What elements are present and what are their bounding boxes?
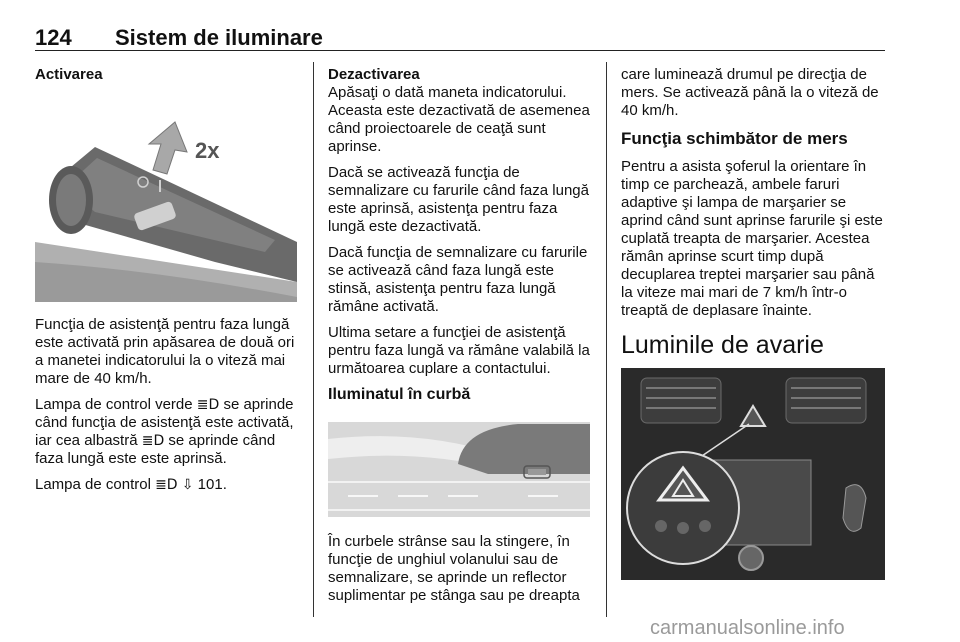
section-title: Funcţia schimbător de mers: [621, 129, 848, 148]
column-divider: [606, 62, 607, 617]
page-reference-icon: ⇩: [181, 477, 194, 493]
highbeam-assist-icon: ≣D: [155, 477, 178, 493]
hazard-lights-figure: [621, 368, 885, 580]
heading-activarea: Activarea: [35, 66, 103, 83]
paragraph: Funcţia de asistenţă pentru faza lungă este activată prin apăsarea de două ori a manetei indicatorului la o viteză mai mare de 40 km/h.: [35, 316, 295, 387]
section-title: Iluminatul în curbă: [328, 386, 471, 403]
column-divider: [313, 62, 314, 617]
paragraph: Apăsaţi o dată maneta indicatorului. Aceasta este dezactivată de asemenea când proiectoarele de ceaţă sunt aprinse.: [328, 84, 590, 155]
indicator-stalk-figure: [35, 92, 297, 302]
page-header: [35, 20, 885, 51]
paragraph: Ultima setare a funcţiei de asistenţă pentru faza lungă va rămâne valabilă la următoarea cuplare a contactului.: [328, 324, 590, 377]
column-1: [35, 66, 297, 502]
heading-dezactivarea: Dezactivarea: [328, 66, 420, 83]
watermark: carmanualsonline.info: [650, 617, 845, 639]
curve-lighting-figure: [328, 414, 590, 519]
arrow-label: 2x: [195, 138, 220, 163]
highbeam-icon: ≣D: [141, 433, 165, 449]
paragraph: care luminează drumul pe direcţia de mers. Se activează până la o viteză de 40 km/h.: [621, 66, 879, 119]
highbeam-assist-icon: ≣D: [196, 397, 220, 413]
big-section-title: Luminile de avarie: [621, 331, 824, 359]
column-3: [621, 66, 889, 594]
chapter-title: Sistem de iluminare: [115, 25, 323, 50]
page-number: 124: [35, 25, 72, 50]
reference-paragraph: Lampa de control ≣D ⇩ 101.: [35, 476, 227, 493]
column-2: [328, 66, 590, 613]
lamp-paragraph: Lampa de control verde ≣D se aprinde când funcţia de asistenţă este activată, iar cea albastră ≣D se aprinde când faza lungă este este aprinsă.: [35, 396, 294, 467]
paragraph: Dacă se activează funcţia de semnalizare cu farurile când faza lungă este aprinsă, asistenţa pentru faza lungă este dezactivată.: [328, 164, 589, 235]
paragraph: Pentru a asista şoferul la orientare în timp ce parchează, ambele faruri adaptive şi lampa de marşarier se aprind când sunt aprinse farurile şi este cuplată treapta de marşarier. Acestea rămân aprinse scurt timp după decuplarea treptei marşarier sau până la viteze mai mari de 7 km/h într-o treaptă de deplasare înainte.: [621, 158, 883, 319]
paragraph: Dacă funcţia de semnalizare cu farurile se activează când faza lungă este stinsă, asistenţa pentru faza lungă rămâne activată.: [328, 244, 588, 315]
paragraph: În curbele strânse sau la stingere, în funcţie de unghiul volanului sau de semnalizare, se aprinde un reflector suplimentar pe stânga sau pe dreapta: [328, 533, 580, 604]
